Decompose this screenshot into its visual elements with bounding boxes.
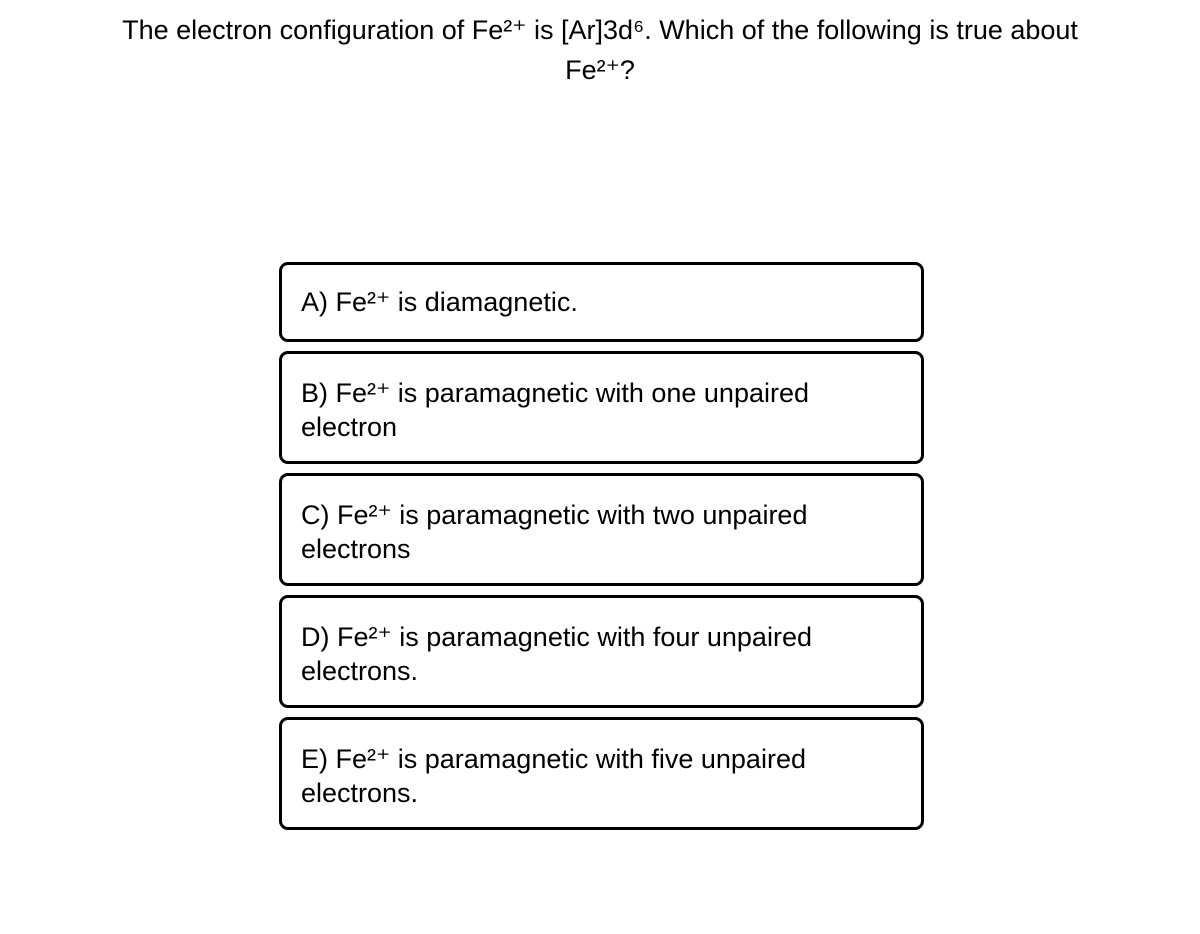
option-b-label-line-1: B) Fe²⁺ is paramagnetic with one unpaired: [301, 378, 810, 408]
question-text: [60, 10, 1140, 90]
option-d-label-line-2: electrons.: [301, 656, 419, 686]
question-line-1: The electron configuration of Fe²⁺ is [Ar]3d⁶. Which of the following is true about: [122, 15, 1078, 45]
option-c-label-line-1: C) Fe²⁺ is paramagnetic with two unpaired: [301, 500, 808, 530]
option-b-label-line-2: electron: [301, 412, 398, 442]
option-e-label-line-2: electrons.: [301, 778, 419, 808]
answer-options: [279, 262, 924, 839]
option-b-button[interactable]: [279, 351, 924, 464]
option-d-button[interactable]: [279, 595, 924, 708]
option-a-label: A) Fe²⁺ is diamagnetic.: [301, 287, 578, 317]
option-c-label-line-2: electrons: [301, 534, 411, 564]
question-line-2: Fe²⁺?: [565, 55, 635, 85]
option-c-button[interactable]: [279, 473, 924, 586]
option-a-button[interactable]: [279, 262, 924, 342]
option-e-button[interactable]: [279, 717, 924, 830]
option-d-label-line-1: D) Fe²⁺ is paramagnetic with four unpaired: [301, 622, 812, 652]
option-e-label-line-1: E) Fe²⁺ is paramagnetic with five unpaired: [301, 744, 806, 774]
